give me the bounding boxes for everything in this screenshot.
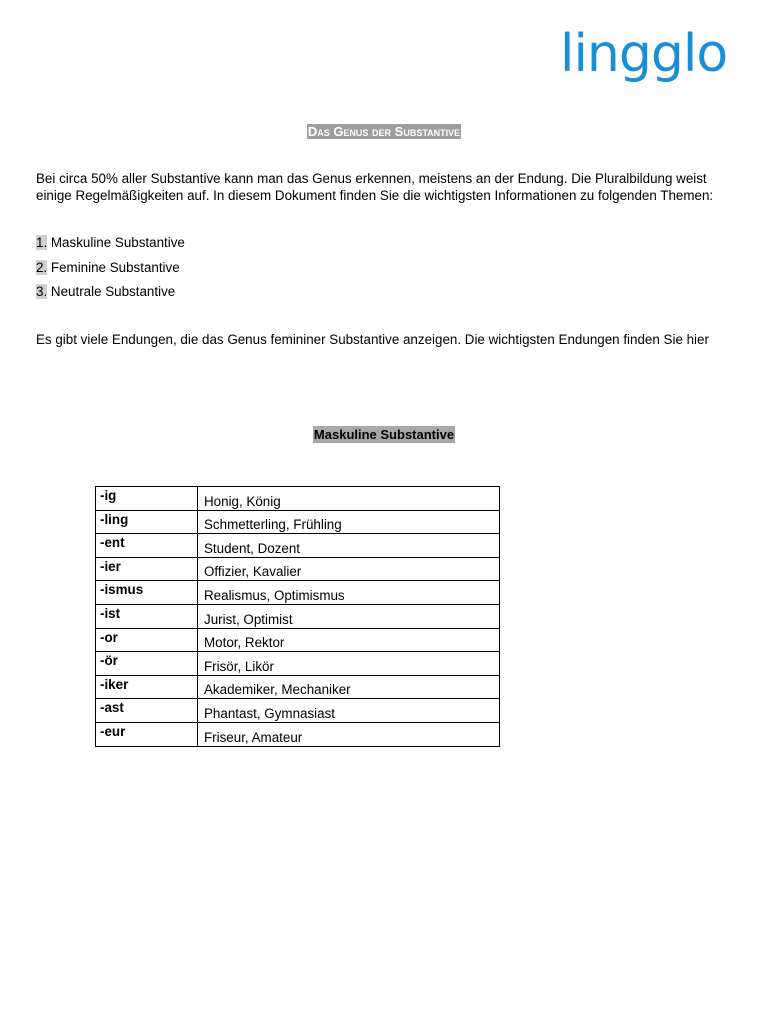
topic-label: Maskuline Substantive <box>50 235 185 250</box>
table-row <box>96 534 500 558</box>
suffix-cell: -or <box>96 628 198 652</box>
lingglo-logo: lingglo <box>560 24 728 84</box>
topic-item <box>36 259 185 284</box>
suffix-cell: -ismus <box>96 581 198 605</box>
suffix-cell: -eur <box>96 722 198 746</box>
intro-paragraph: Bei circa 50% aller Substantive kann man das Genus erkennen, meistens an der Endung. Die Pluralbildung weist einige Regelmäßigkeiten auf. In diesem Dokument finden Sie die wichtigsten Informationen zu folgenden Themen: <box>36 171 714 203</box>
examples-cell: Akademiker, Mechaniker <box>198 675 500 699</box>
examples-cell: Honig, König <box>198 487 500 511</box>
examples-cell: Realismus, Optimismus <box>198 581 500 605</box>
topic-number: 3. <box>36 284 48 299</box>
table-row <box>96 557 500 581</box>
suffix-cell: -ig <box>96 487 198 511</box>
topic-item <box>36 234 185 259</box>
table-row <box>96 652 500 676</box>
suffix-cell: -ling <box>96 510 198 534</box>
section-heading <box>0 427 768 442</box>
table-row <box>96 510 500 534</box>
table-row <box>96 628 500 652</box>
examples-cell: Phantast, Gymnasiast <box>198 699 500 723</box>
topic-label: Neutrale Substantive <box>50 284 176 299</box>
suffix-cell: -ör <box>96 652 198 676</box>
suffix-cell: -ist <box>96 604 198 628</box>
examples-cell: Schmetterling, Frühling <box>198 510 500 534</box>
endings-paragraph: Es gibt viele Endungen, die das Genus femininer Substantive anzeigen. Die wichtigsten Endungen finden Sie hier <box>36 332 709 347</box>
examples-cell: Friseur, Amateur <box>198 722 500 746</box>
examples-cell: Offizier, Kavalier <box>198 557 500 581</box>
suffix-cell: -ier <box>96 557 198 581</box>
examples-cell: Frisör, Likör <box>198 652 500 676</box>
table-row <box>96 675 500 699</box>
table-body <box>96 487 500 747</box>
suffix-cell: -ast <box>96 699 198 723</box>
topic-number: 2. <box>36 259 48 275</box>
table-row <box>96 699 500 723</box>
topic-label: Feminine Substantive <box>50 259 180 275</box>
section-heading-text: Maskuline Substantive <box>313 427 455 442</box>
topic-list <box>36 234 185 308</box>
table-row <box>96 722 500 746</box>
table-row <box>96 604 500 628</box>
examples-cell: Motor, Rektor <box>198 628 500 652</box>
masculine-endings-table <box>95 486 500 747</box>
topic-item <box>36 283 185 308</box>
table-row <box>96 581 500 605</box>
suffix-cell: -ent <box>96 534 198 558</box>
suffix-cell: -iker <box>96 675 198 699</box>
examples-cell: Student, Dozent <box>198 534 500 558</box>
topic-number: 1. <box>36 235 48 250</box>
examples-cell: Jurist, Optimist <box>198 604 500 628</box>
document-title-text: Das Genus der Substantive <box>307 124 461 139</box>
table-row <box>96 487 500 511</box>
document-title <box>0 124 768 139</box>
